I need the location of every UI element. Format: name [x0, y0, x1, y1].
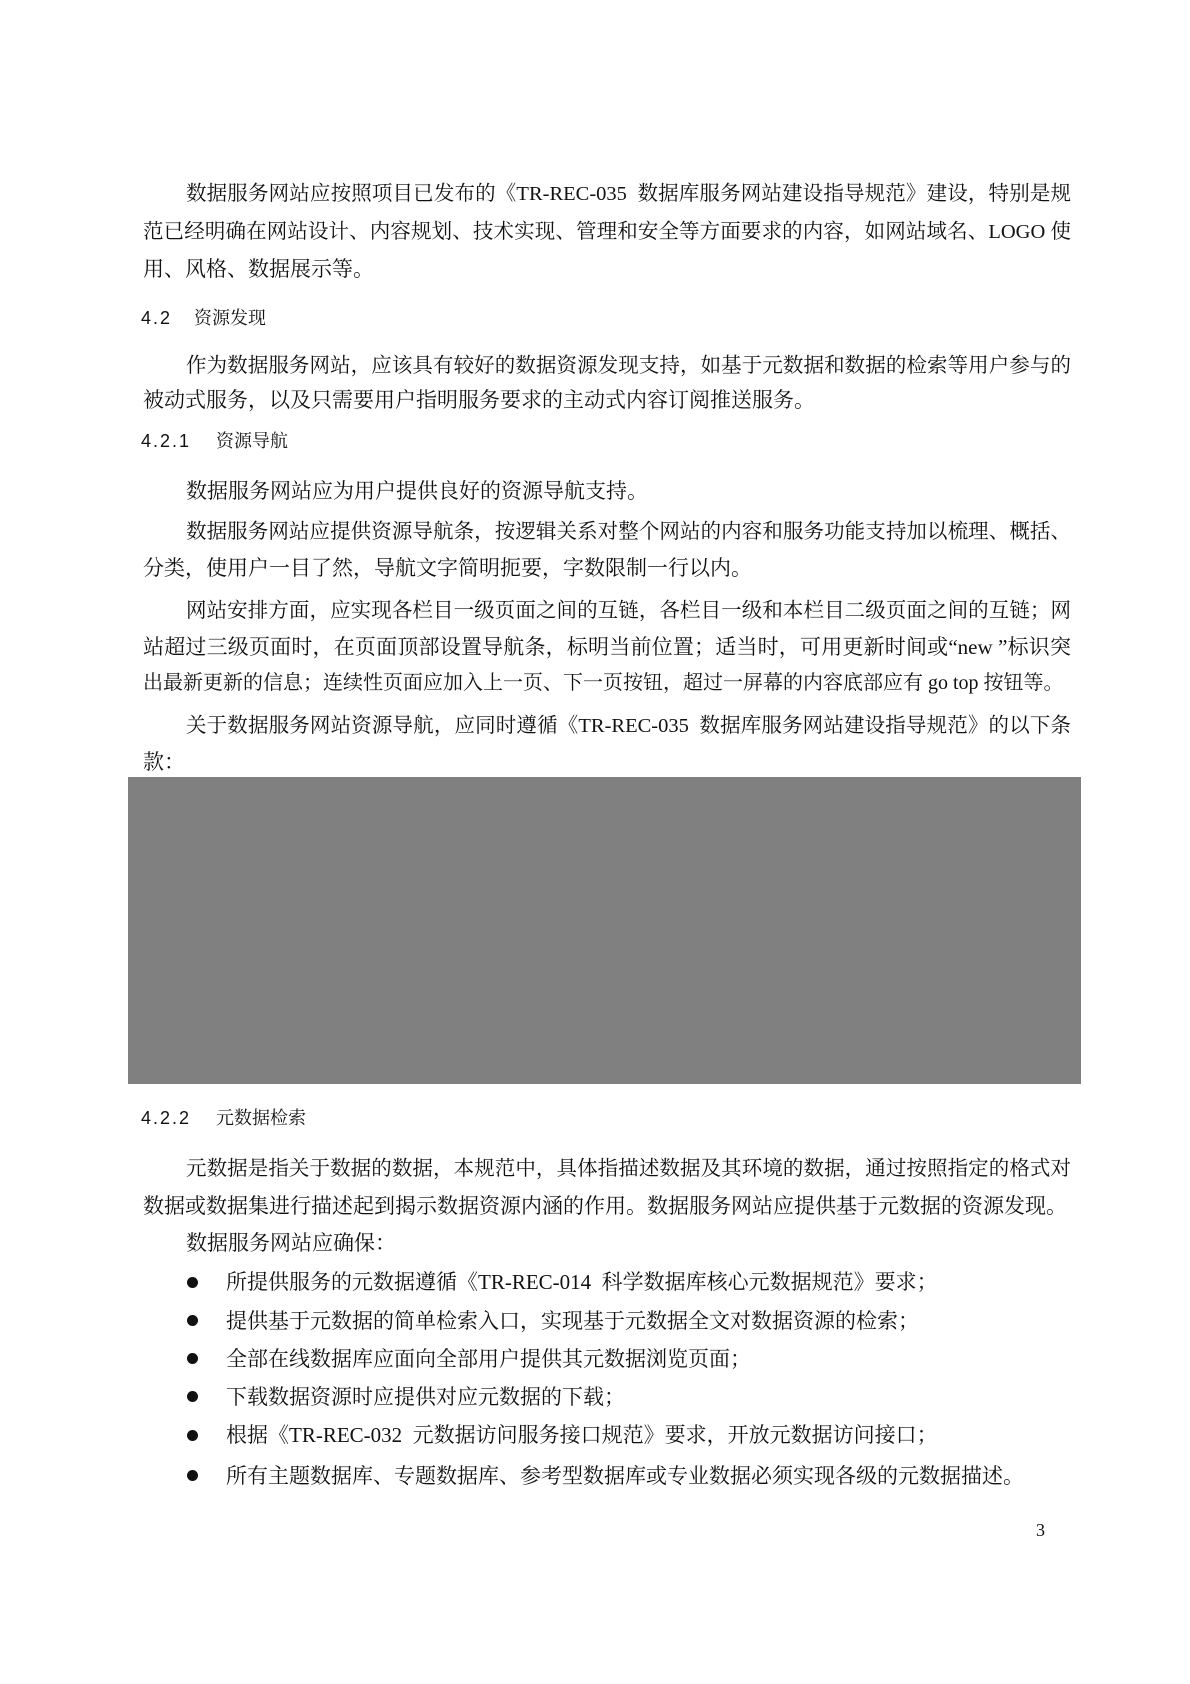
paragraph-line: 数据服务网站应提供资源导航条，按逻辑关系对整个网站的内容和服务功能支持加以梳理、概括、 [186, 521, 1071, 543]
paragraph-line: 站超过三级页面时，在页面顶部设置导航条，标明当前位置；适当时，可用更新时间或“new ”标识突 [143, 635, 1071, 659]
paragraph-line: 数据服务网站应为用户提供良好的资源导航支持。 [186, 479, 648, 503]
bullet-text: 提供基于元数据的简单检索入口，实现基于元数据全文对数据资源的检索； [226, 1309, 919, 1333]
paragraph-line: 关于数据服务网站资源导航，应同时遵循《TR-REC-035 数据库服务网站建设指导规范》的以下条 [186, 715, 1071, 737]
section-title: 资源发现 [194, 308, 266, 328]
bullet-dot-icon [187, 1277, 198, 1288]
bullet-dot-icon [187, 1470, 198, 1481]
paragraph-line: 作为数据服务网站，应该具有较好的数据资源发现支持，如基于元数据和数据的检索等用户参与的 [186, 355, 1071, 377]
bullet-text: 所有主题数据库、专题数据库、参考型数据库或专业数据必须实现各级的元数据描述。 [226, 1464, 1024, 1488]
section-title: 资源导航 [216, 431, 288, 451]
paragraph-line: 被动式服务，以及只需要用户指明服务要求的主动式内容订阅推送服务。 [143, 388, 815, 412]
paragraph-line: 范已经明确在网站设计、内容规划、技术实现、管理和安全等方面要求的内容，如网站域名、LOGO 使 [143, 221, 1071, 243]
bullet-text: 所提供服务的元数据遵循《TR-REC-014 科学数据库核心元数据规范》要求； [226, 1270, 938, 1294]
paragraph-line: 网站安排方面，应实现各栏目一级页面之间的互链，各栏目一级和本栏目二级页面之间的互链；网 [186, 600, 1071, 622]
section-number: 4.2 [141, 308, 173, 328]
paragraph-line: 数据或数据集进行描述起到揭示数据资源内涵的作用。数据服务网站应提供基于元数据的资源发现。 [143, 1194, 1067, 1218]
bullet-dot-icon [187, 1315, 198, 1326]
paragraph-line: 数据服务网站应确保： [186, 1231, 396, 1255]
paragraph-line: 数据服务网站应按照项目已发布的《TR-REC-035 数据库服务网站建设指导规范》建设，特别是规 [186, 183, 1071, 205]
paragraph-line: 用、风格、数据展示等。 [143, 257, 374, 281]
paragraph-line: 分类，使用户一目了然，导航文字简明扼要，字数限制一行以内。 [143, 556, 752, 580]
bullet-dot-icon [187, 1430, 198, 1441]
gray-placeholder-block [128, 777, 1081, 1084]
paragraph-line: 款： [143, 750, 185, 774]
bullet-text: 根据《TR-REC-032 元数据访问服务接口规范》要求，开放元数据访问接口； [226, 1423, 938, 1447]
bullet-dot-icon [187, 1353, 198, 1364]
bullet-text: 全部在线数据库应面向全部用户提供其元数据浏览页面； [226, 1347, 751, 1371]
section-title: 元数据检索 [216, 1108, 306, 1128]
section-number: 4.2.1 [141, 431, 192, 451]
paragraph-line: 出最新更新的信息；连续性页面应加入上一页、下一页按钮，超过一屏幕的内容底部应有 go top 按钮等。 [143, 672, 1064, 694]
bullet-text: 下载数据资源时应提供对应元数据的下载； [226, 1385, 625, 1409]
section-number: 4.2.2 [141, 1108, 192, 1128]
paragraph-line: 元数据是指关于数据的数据，本规范中，具体指描述数据及其环境的数据，通过按照指定的格式对 [186, 1158, 1071, 1180]
bullet-dot-icon [187, 1391, 198, 1402]
page-number: 3 [1036, 1520, 1045, 1540]
